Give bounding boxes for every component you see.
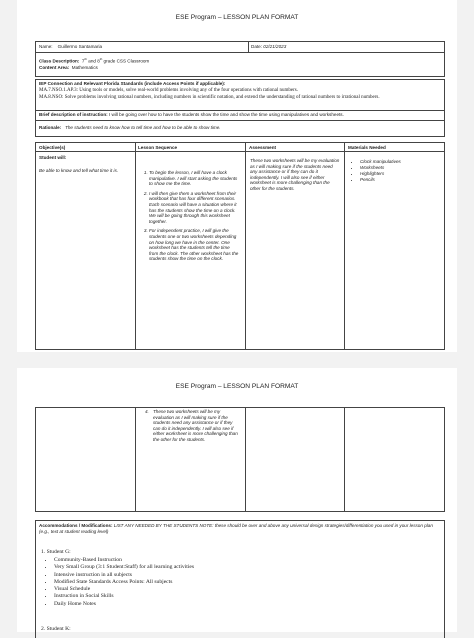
- col-materials: Materials Needed: [348, 145, 386, 150]
- divider: [35, 151, 445, 152]
- rationale: Rationale: The students need to know how to tell time and how to be able to show time.: [39, 125, 221, 130]
- lesson-step-number: 4.: [145, 409, 149, 414]
- divider: [344, 407, 345, 512]
- accommodation-item: • Daily Home Notes: [54, 601, 423, 608]
- materials-list: [348, 159, 440, 183]
- lesson-plan-page-2: [17, 368, 457, 632]
- page-title: ESE Program – LESSON PLAN FORMAT: [175, 383, 299, 390]
- material-item: • Worksheets: [360, 165, 440, 171]
- material-item: • Pencils: [360, 177, 440, 183]
- lesson-sequence-list: [139, 170, 239, 266]
- assessment-text: These two worksheets will be my evaluation as I will making sure if the students need any assistance or if they can do it independently. I will also see if either worksheet is more challenging than the other for the students.: [250, 158, 340, 191]
- divider: [35, 52, 445, 53]
- student-will-label: Student will:: [39, 155, 67, 160]
- divider: [344, 142, 345, 350]
- objective-text: Be able to know and tell what time it is.: [39, 168, 119, 173]
- accommodation-item: • Very Small Group (3:1 Student:Staff) for all learning activities: [54, 564, 423, 571]
- lesson-step: 2. I will then give them a worksheet from their workbook that has four different scenarios. Each scenario will have a situation where it has the students show the time on a clock. We will be going through this worksheet together.: [149, 191, 239, 225]
- divider: [135, 142, 136, 350]
- date-field: Date: 02/21/2023: [251, 44, 287, 49]
- accommodation-item: • Community-Based Instruction: [54, 557, 423, 564]
- divider: [35, 120, 445, 121]
- accommodation-item: • Instruction in Social Skills: [54, 593, 423, 600]
- content-area: Content Area: Mathematics: [39, 65, 98, 70]
- name-field: Name: Guillermo Santamaria: [39, 44, 103, 49]
- lesson-step: 1. To begin the lesson, I will have a clock manipulative. I will start asking the students to show me the time.: [149, 170, 239, 187]
- col-assessment: Assessment: [249, 145, 277, 150]
- lesson-step: 3. For independent practice, I will give the students one or two worksheets depending on how long we have in the center. One worksheet has the students tell the time from the clock. The other worksheet has the students show the time on the clock.: [149, 228, 239, 262]
- accommodation-item: • Intensive instruction in all subjects: [54, 572, 423, 579]
- student-g-heading: 1. Student G:: [41, 549, 71, 555]
- class-description: Class Description: 7th and 8th grade CSS Classroom: [39, 57, 150, 64]
- lesson-plan-page-1: [17, 0, 457, 352]
- divider: [248, 41, 249, 52]
- standard-line-2: MA.8.NSO: Solve problems involving rational numbers, including numbers in scientific notation, and extend the understanding of rational numbers to irrational numbers.: [39, 95, 380, 100]
- accommodations-text: Accommodations / Modifications: LIST ANY NEEDED BY THE STUDENTS NOTE: these should be over and above any universal design strategies/differentiation you used in your lesson plan (e.g., text at student reading level): [39, 523, 433, 534]
- standard-line-1: MA.7.NSO.1.AP.3: Using tools or models, solve real-world problems involving any of the four operations with rational numbers.: [39, 88, 298, 93]
- student-g-list: [43, 557, 423, 608]
- accommodation-item: • Visual Schedule: [54, 586, 423, 593]
- col-lesson-sequence: Lesson Sequence: [138, 145, 178, 150]
- brief-description: Brief description of instruction: I will be going over how to have the students show the time and show the time using manipulatives and worksheets.: [39, 112, 344, 117]
- divider: [135, 407, 136, 512]
- col-objectives: Objective(s): [39, 145, 66, 150]
- accommodation-item: • Modified State Standards Access Points: All subjects: [54, 579, 423, 586]
- divider: [35, 110, 445, 111]
- page-title: ESE Program – LESSON PLAN FORMAT: [175, 14, 299, 21]
- divider: [245, 407, 246, 512]
- material-item: • Clock manipulatives: [360, 159, 440, 165]
- divider: [245, 142, 246, 350]
- standards-heading: IEP Connection and Relevant Florida Standards (include Access Points if applicable):: [39, 81, 226, 86]
- student-k-heading: 2. Student K:: [41, 626, 71, 632]
- lesson-step: These two worksheets will be my evaluation as I will making sure if the students need any assistance or if they can do it independently. I will also see if either worksheet is more challenging than the other for the students.: [153, 409, 238, 442]
- material-item: • Highlighters: [360, 171, 440, 177]
